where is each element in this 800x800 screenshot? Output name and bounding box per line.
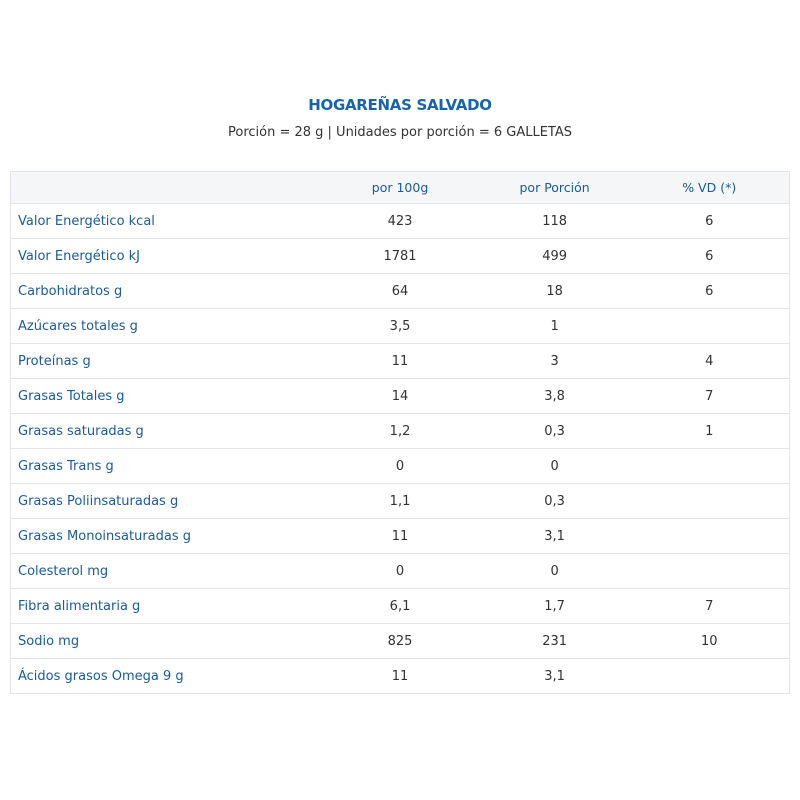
table-row <box>11 239 789 274</box>
row-daily-value: 4 <box>705 353 714 369</box>
row-nutrient: Grasas Trans g <box>18 458 114 474</box>
table-row <box>11 624 789 659</box>
row-per-serving: 3,8 <box>544 388 565 404</box>
row-nutrient: Ácidos grasos Omega 9 g <box>18 668 184 684</box>
table-row <box>11 204 789 239</box>
header-per-100g: por 100g <box>371 180 429 195</box>
row-per-100g: 11 <box>391 528 409 544</box>
table-row <box>11 344 789 379</box>
table-row <box>11 659 789 694</box>
row-per-100g: 1781 <box>383 248 417 264</box>
header-daily-value: % VD (*) <box>682 180 737 195</box>
row-per-100g: 11 <box>391 668 409 684</box>
row-per-serving: 3,1 <box>544 668 565 684</box>
row-per-serving: 1,7 <box>544 598 565 614</box>
row-nutrient: Azúcares totales g <box>18 318 138 334</box>
table-header-row <box>11 172 789 204</box>
row-nutrient: Proteínas g <box>18 353 91 369</box>
table-row <box>11 309 789 344</box>
row-daily-value: 7 <box>705 598 714 614</box>
row-nutrient: Sodio mg <box>18 633 80 649</box>
row-per-100g: 6,1 <box>389 598 411 614</box>
serving-info: Porción = 28 g | Unidades por porción = 6 GALLETAS <box>227 125 572 140</box>
row-nutrient: Grasas Totales g <box>18 388 125 404</box>
row-per-serving: 1 <box>550 318 559 334</box>
table-row <box>11 449 789 484</box>
row-per-serving: 499 <box>542 248 568 264</box>
nutrition-table <box>10 171 790 694</box>
row-per-serving: 0,3 <box>544 493 565 509</box>
row-per-100g: 64 <box>391 283 409 299</box>
row-nutrient: Fibra alimentaria g <box>18 598 141 614</box>
row-per-100g: 11 <box>391 353 409 369</box>
row-per-100g: 1,2 <box>389 423 411 439</box>
row-per-100g: 14 <box>391 388 409 404</box>
table-row <box>11 274 789 309</box>
table-row <box>11 589 789 624</box>
row-nutrient: Carbohidratos g <box>18 283 123 299</box>
table-row <box>11 379 789 414</box>
row-per-100g: 0 <box>395 458 405 474</box>
row-nutrient: Valor Energético kJ <box>18 248 141 264</box>
row-nutrient: Grasas saturadas g <box>18 423 144 439</box>
row-per-serving: 0,3 <box>544 423 565 439</box>
row-daily-value: 6 <box>705 283 714 299</box>
row-nutrient: Colesterol mg <box>18 563 109 579</box>
page-title: HOGAREÑAS SALVADO <box>308 96 492 114</box>
row-per-100g: 3,5 <box>389 318 411 334</box>
row-daily-value: 10 <box>700 633 718 649</box>
row-per-serving: 3 <box>550 353 559 369</box>
row-daily-value: 7 <box>705 388 714 404</box>
row-per-100g: 423 <box>387 213 413 229</box>
row-daily-value: 6 <box>705 213 714 229</box>
row-nutrient: Valor Energético kcal <box>18 213 155 229</box>
row-per-serving: 0 <box>550 458 559 474</box>
row-per-serving: 231 <box>542 633 568 649</box>
row-per-serving: 118 <box>542 213 568 229</box>
table-row <box>11 484 789 519</box>
row-daily-value: 1 <box>705 423 714 439</box>
row-per-serving: 18 <box>546 283 563 299</box>
row-per-100g: 825 <box>387 633 413 649</box>
table-row <box>11 414 789 449</box>
row-daily-value: 6 <box>705 248 714 264</box>
row-nutrient: Grasas Poliinsaturadas g <box>18 493 179 509</box>
row-nutrient: Grasas Monoinsaturadas g <box>18 528 192 544</box>
header-per-serving: por Porción <box>519 180 590 195</box>
row-per-serving: 3,1 <box>544 528 565 544</box>
row-per-serving: 0 <box>550 563 559 579</box>
row-per-100g: 1,1 <box>389 493 411 509</box>
table-row <box>11 519 789 554</box>
row-per-100g: 0 <box>395 563 405 579</box>
table-row <box>11 554 789 589</box>
